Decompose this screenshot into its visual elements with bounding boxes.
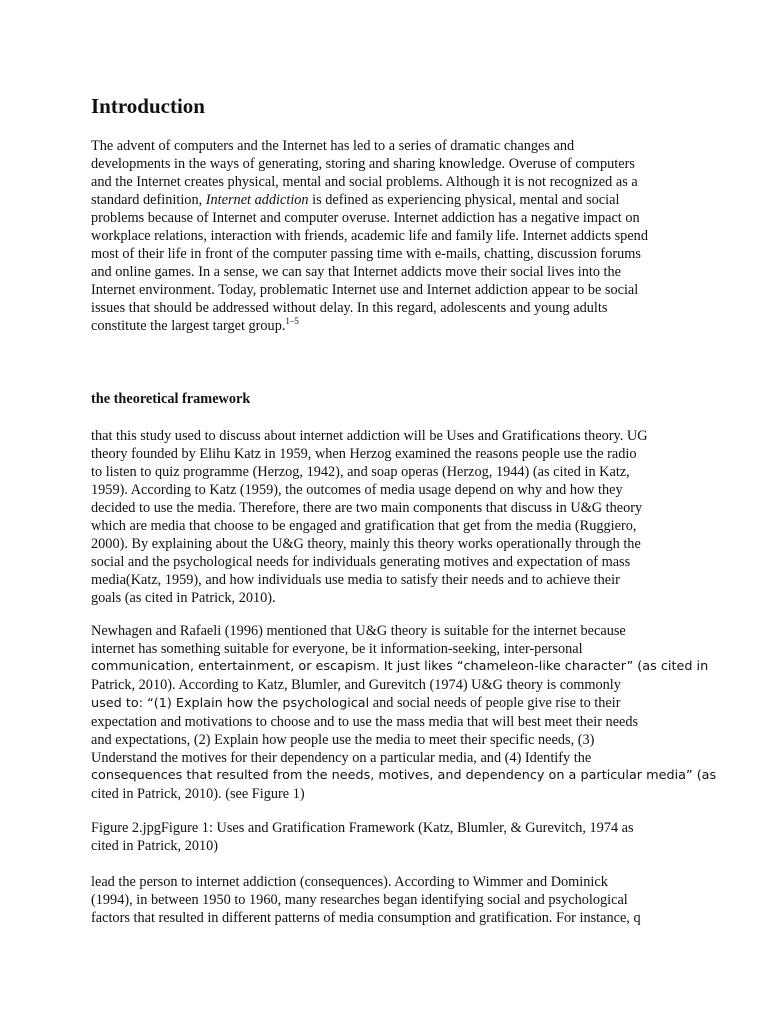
text-line: goals (as cited in Patrick, 2010).	[91, 590, 276, 606]
text-line: Internet environment. Today, problematic Internet use and Internet addiction appear to be social	[91, 282, 639, 298]
italic-term: Internet addiction	[205, 192, 309, 208]
intro-paragraph	[91, 137, 681, 335]
closing-paragraph	[91, 873, 681, 927]
text-line: that this study used to discuss about internet addiction will be Uses and Gratifications theory. UG	[91, 428, 648, 444]
text-fragment: is defined as experiencing physical, mental and social	[308, 192, 620, 208]
text-line: (1994), in between 1950 to 1960, many researches began identifying social and psychological	[91, 892, 628, 908]
text-line: decided to use the media. Therefore, there are two main components that discuss in U&G theory	[91, 500, 643, 516]
text-fragment: and social needs of people give rise to their	[369, 695, 621, 711]
text-line: and expectations, (2) Explain how people use the media to meet their specific needs, (3)	[91, 732, 595, 748]
text-line: lead the person to internet addiction (consequences). According to Wimmer and Dominick	[91, 874, 608, 890]
text-line: issues that should be addressed without delay. In this regard, adolescents and young adults	[91, 300, 608, 316]
citation-superscript: 1–5	[285, 316, 299, 326]
text-line: Newhagen and Rafaeli (1996) mentioned that U&G theory is suitable for the internet because	[91, 623, 626, 639]
text-line: to listen to quiz programme (Herzog, 1942), and soap operas (Herzog, 1944) (as cited in Katz,	[91, 464, 630, 480]
text-line: which are media that choose to be engaged and gratification that get from the media (Ruggiero,	[91, 518, 637, 534]
text-line: Understand the motives for their dependency on a particular media, and (4) Identify the	[91, 750, 592, 766]
text-line: consequences that resulted from the needs, motives, and dependency on a particular media” (as	[91, 768, 717, 783]
framework-paragraph	[91, 427, 681, 607]
section-heading-framework: the theoretical framework	[91, 391, 251, 407]
text-line: developments in the ways of generating, storing and sharing knowledge. Overuse of computers	[91, 156, 635, 172]
text-line	[91, 694, 681, 713]
text-line: and the Internet creates physical, mental and social problems. Although it is not recognized as a	[91, 174, 638, 190]
text-line: 1959). According to Katz (1959), the outcomes of media usage depend on why and how they	[91, 482, 623, 498]
text-line: Figure 2.jpgFigure 1: Uses and Gratification Framework (Katz, Blumler, & Gurevitch, 1974 as	[91, 820, 634, 836]
text-line: communication, entertainment, or escapism. It just likes “chameleon-like character” (as cited in	[91, 659, 709, 674]
text-line	[91, 191, 681, 209]
text-line: Patrick, 2010). According to Katz, Blumler, and Gurevitch (1974) U&G theory is commonly	[91, 677, 621, 693]
text-line: The advent of computers and the Internet has led to a series of dramatic changes and	[91, 138, 575, 154]
text-line	[91, 317, 681, 335]
text-line: problems because of Internet and computer overuse. Internet addiction has a negative impact on	[91, 210, 640, 226]
newhagen-paragraph	[91, 622, 717, 803]
text-fragment: constitute the largest target group.	[91, 318, 286, 334]
text-fragment: used to: “(1) Explain how the psychological	[91, 696, 370, 711]
text-line: 2000). By explaining about the U&G theory, mainly this theory works operationally through the	[91, 536, 641, 552]
text-line: factors that resulted in different patterns of media consumption and gratification. For instance, q	[91, 910, 641, 926]
text-line: most of their life in front of the computer passing time with e-mails, chatting, discussion forums	[91, 246, 641, 262]
text-line: theory founded by Elihu Katz in 1959, when Herzog examined the reasons people use the radio	[91, 446, 637, 462]
text-line: internet has something suitable for everyone, be it information-seeking, inter-personal	[91, 641, 583, 657]
section-heading-introduction: Introduction	[91, 94, 205, 118]
text-line: and online games. In a sense, we can say that Internet addicts move their social lives into the	[91, 264, 622, 280]
text-line: social and the psychological needs for individuals generating motives and expectation of mass	[91, 554, 631, 570]
figure-caption	[91, 819, 681, 855]
text-line: media(Katz, 1959), and how individuals use media to satisfy their needs and to achieve their	[91, 572, 620, 588]
text-line: expectation and motivations to choose and to use the mass media that will best meet their needs	[91, 714, 639, 730]
text-fragment: standard definition,	[91, 192, 206, 208]
text-line: cited in Patrick, 2010)	[91, 838, 219, 854]
text-line: cited in Patrick, 2010). (see Figure 1)	[91, 786, 305, 802]
text-line: workplace relations, interaction with friends, academic life and family life. Internet addicts spend	[91, 228, 648, 244]
